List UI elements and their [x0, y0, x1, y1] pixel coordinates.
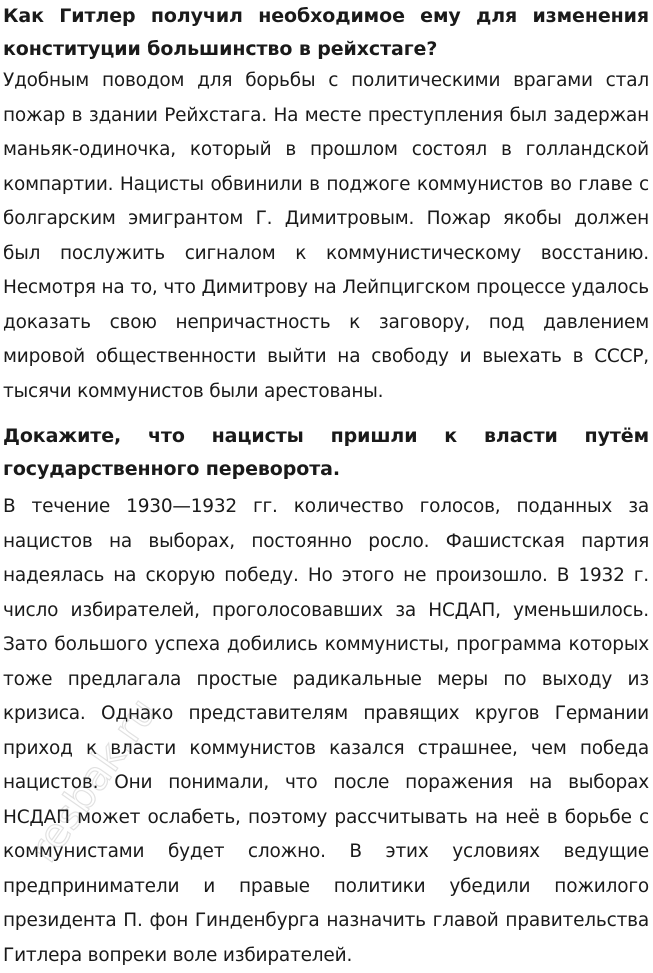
answer-1: Удобным поводом для борьбы с политическими врагами стал пожар в здании Рейхстага. На месте преступления был задержан маньяк-одиночка, который в прошлом состоял в голландской компартии. Нацисты обвинили в поджоге коммунистов во главе с болгарским эмигрантом Г. Димитровым. Пожар якобы должен был послужить сигналом к коммунистическому восстанию. Несмотря на то, что Димитрову на Лейпцигском процессе удалось доказать свою непричастность к заговору, под давлением мировой общественности выйти на свободу и выехать в СССР, тысячи коммунистов были арестованы. — [3, 70, 649, 402]
question-2: Докажите, что нацисты пришли к власти путём государственного переворота. — [3, 425, 649, 480]
watermark-text: resbak.ru — [20, 689, 167, 871]
question-1: Как Гитлер получил необходимое ему для изменения конституции большинство в рейхстаге? — [3, 5, 649, 60]
answer-2: В течение 1930—1932 гг. количество голосов, поданных за нацистов на выборах, постоянно росло. Фашистская партия надеялась на скорую победу. Но этого не произошло. В 1932 г. число избирателей, проголосовавших за НСДАП, уменьшилось. Зато большого успеха добились коммунисты, программа которых тоже предлагала простые радикальные меры по выходу из кризиса. Однако представителям правящих кругов Германии приход к власти коммунистов казался страшнее, чем победа нацистов. Они понимали, что после поражения на выборах НСДАП может ослабеть, поэтому рассчитывать на неё в борьбе с коммунистами будет сложно. В этих условиях ведущие предприниматели и правые политики убедили пожилого президента П. фон Гинденбурга назначить главой правительства Гитлера вопреки воле избирателей. — [3, 496, 649, 966]
